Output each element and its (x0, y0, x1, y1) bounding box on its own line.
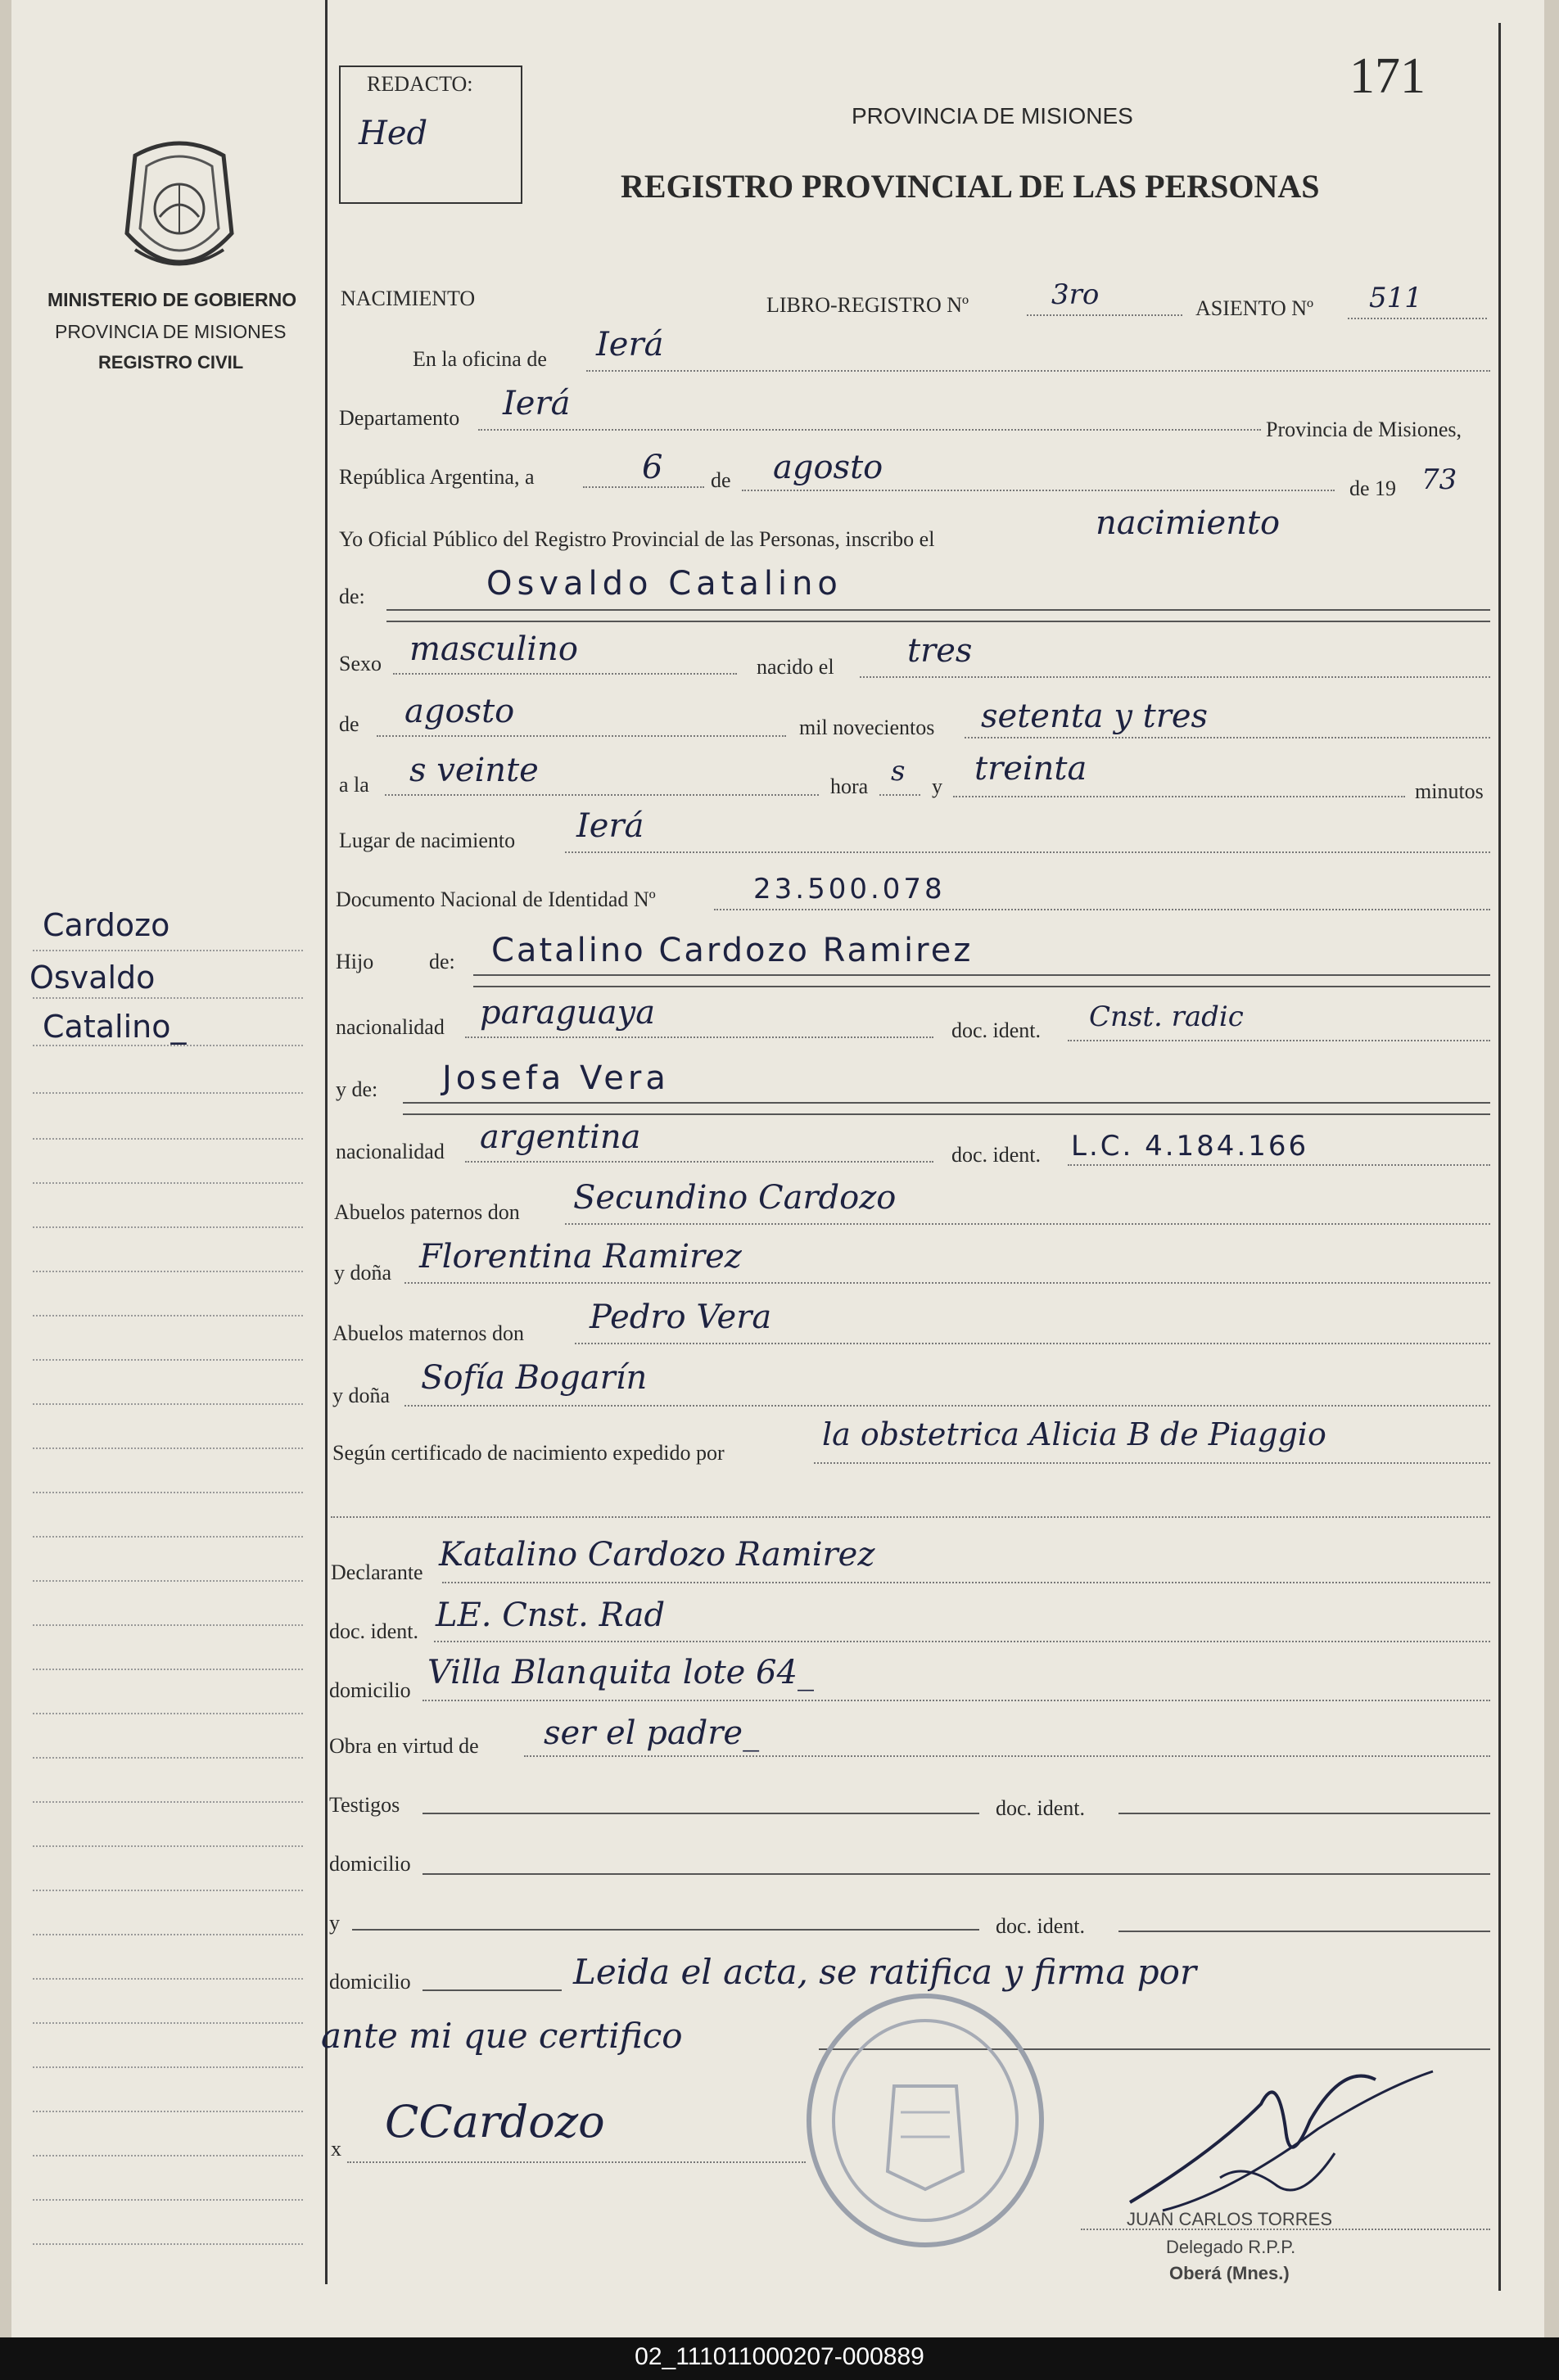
mil-value: setenta y tres (981, 698, 1209, 735)
ab-paternos-label: Abuelos paternos don (334, 1200, 520, 1224)
sidebar-provincia: PROVINCIA DE MISIONES (55, 321, 287, 342)
y-domicilio-label: domicilio (329, 1970, 411, 1994)
lugar-label: Lugar de nacimiento (339, 829, 516, 852)
de-anio-label: de 19 (1349, 476, 1397, 500)
mil-label: mil novecientos (799, 716, 935, 739)
y-docident-label: doc. ident. (996, 1914, 1086, 1938)
ab-materno-value: Pedro Vera (590, 1298, 772, 1336)
domicilio-value: Villa Blanquita lote 64_ (427, 1654, 814, 1691)
ala-value: s veinte (409, 752, 539, 789)
official-stamp-icon (802, 1989, 1048, 2251)
margin-note-name: Osvaldo (29, 960, 156, 996)
nac-padre-value: paraguaya (480, 994, 656, 1032)
testigos-domicilio-label: domicilio (329, 1852, 411, 1876)
doc-madre-value: L.C. 4.184.166 (1071, 1130, 1309, 1163)
nac-mes-value: agosto (404, 693, 515, 730)
page-title: REGISTRO PROVINCIAL DE LAS PERSONAS (621, 168, 1320, 205)
sexo-label: Sexo (339, 652, 382, 675)
minutos-label: minutos (1415, 779, 1484, 803)
nacionalidad-madre-label: nacionalidad (336, 1140, 445, 1163)
hora-value: s (891, 755, 906, 788)
asiento-label: ASIENTO Nº (1195, 296, 1314, 320)
republica-label: República Argentina, a (339, 465, 535, 489)
testigos-docident-label: doc. ident. (996, 1796, 1086, 1820)
de-label: de (711, 468, 731, 492)
testigos-label: Testigos (329, 1793, 400, 1817)
y-label: y (932, 775, 942, 798)
libro-label: LIBRO-REGISTRO Nº (766, 293, 969, 317)
nacimiento-label: NACIMIENTO (341, 287, 476, 310)
province-emblem-icon (119, 135, 240, 278)
segun-label: Según certificado de nacimiento expedido por (332, 1441, 725, 1465)
redacto-initials: Hed (359, 115, 428, 152)
sidebar-ministerio: MINISTERIO DE GOBIERNO (47, 289, 297, 310)
y-label2: y (329, 1911, 340, 1935)
x-label: x (331, 2137, 341, 2161)
docident-madre-label: doc. ident. (951, 1143, 1042, 1167)
official-place: Oberá (Mnes.) (1169, 2263, 1290, 2283)
dni-label: Documento Nacional de Identidad Nº (336, 887, 656, 911)
official-title: Delegado R.P.P. (1166, 2237, 1296, 2257)
ab-maternos-label: Abuelos maternos don (332, 1321, 524, 1345)
madre-value: Josefa Vera (442, 1059, 670, 1097)
decl-docident-label: doc. ident. (329, 1619, 419, 1643)
hora-label: hora (830, 775, 869, 798)
de-label2: de: (339, 585, 365, 608)
departamento-value: Ierá (503, 385, 571, 422)
closing-line1: Leida el acta, se ratifica y firma por (573, 1952, 1197, 1992)
declarante-value: Katalino Cardozo Ramirez (439, 1536, 875, 1574)
hijo-label: Hijo (336, 950, 374, 973)
official-signature-icon (1114, 2030, 1441, 2227)
oficial-label: Yo Oficial Público del Registro Provincial de las Personas, inscribo el (339, 527, 935, 551)
decl-doc-value: LE. Cnst. Rad (436, 1596, 666, 1634)
ab-paterna-value: Florentina Ramirez (419, 1238, 742, 1276)
oficina-label: En la oficina de (413, 347, 547, 371)
nacido-label: nacido el (757, 655, 834, 679)
closing-line2: ante mi que certifico (321, 2016, 683, 2056)
official-name: JUAN CARLOS TORRES (1127, 2209, 1333, 2229)
docident-padre-label: doc. ident. (951, 1018, 1042, 1042)
sidebar-registro-civil: REGISTRO CIVIL (98, 352, 244, 373)
yde-label: y de: (336, 1077, 378, 1101)
hijo-suffix: de: (429, 950, 455, 973)
ydona-materna-label: y doña (332, 1384, 391, 1407)
asiento-value: 511 (1369, 282, 1422, 314)
redacto-label: REDACTO: (367, 72, 473, 96)
nacionalidad-padre-label: nacionalidad (336, 1015, 445, 1039)
obra-label: Obra en virtud de (329, 1734, 479, 1758)
segun-value: la obstetrica Alicia B de Piaggio (822, 1416, 1326, 1452)
header-province: PROVINCIA DE MISIONES (852, 103, 1133, 129)
margin-note-surname: Cardozo (43, 907, 170, 943)
ala-label: a la (339, 773, 369, 797)
domicilio-label: domicilio (329, 1678, 411, 1702)
nac-madre-value: argentina (480, 1118, 641, 1156)
nombre-value: Osvaldo Catalino (486, 565, 843, 603)
dni-value: 23.500.078 (753, 873, 946, 905)
anio-value: 73 (1421, 463, 1457, 496)
nacido-value: tres (907, 632, 973, 670)
de-label3: de (339, 712, 359, 736)
obra-value: ser el padre_ (544, 1714, 760, 1752)
page-number: 171 (1349, 48, 1426, 104)
padre-value: Catalino Cardozo Ramirez (491, 932, 974, 969)
margin-note-name2: Catalino_ (43, 1009, 187, 1045)
lugar-value: Ierá (576, 807, 644, 845)
ydona-paterna-label: y doña (334, 1261, 392, 1285)
provincia-label: Provincia de Misiones, (1266, 418, 1462, 441)
ab-paterno-value: Secundino Cardozo (573, 1179, 897, 1217)
footer-image-id: 02_111011000207-000889 (635, 2343, 924, 2370)
ab-materna-value: Sofía Bogarín (421, 1359, 648, 1397)
oficial-value: nacimiento (1096, 504, 1281, 542)
declarante-label: Declarante (331, 1560, 423, 1584)
sidebar-divider (325, 0, 328, 2284)
libro-value: 3ro (1051, 278, 1100, 311)
firma-value: CCardozo (385, 2096, 605, 2147)
dia-value: 6 (642, 449, 663, 486)
right-border (1498, 23, 1501, 2291)
departamento-label: Departamento (339, 406, 460, 430)
doc-padre-value: Cnst. radic (1089, 1000, 1244, 1033)
oficina-value: Ierá (596, 326, 664, 364)
mes-value: agosto (773, 449, 883, 486)
minutos-value: treinta (974, 750, 1087, 788)
sexo-value: masculino (409, 630, 578, 668)
